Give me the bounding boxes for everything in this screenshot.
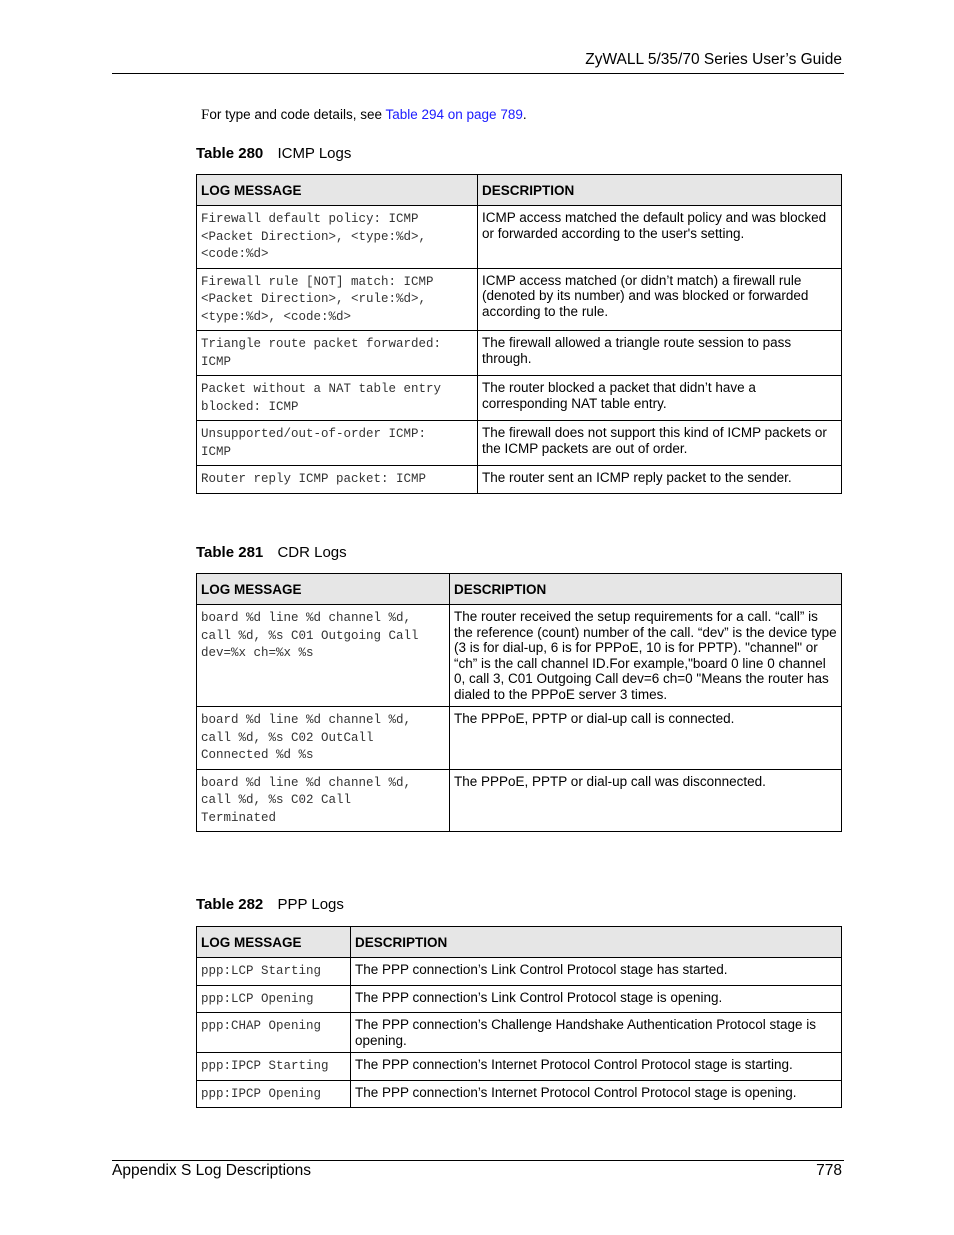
intro-text: or type and code details, see: [209, 107, 386, 122]
log-message-cell: ppp:LCP Starting: [197, 958, 351, 986]
description-cell: The PPP connection’s Link Control Protocol stage is opening.: [351, 985, 842, 1013]
table-294-link[interactable]: Table 294 on page 789: [385, 107, 523, 122]
table-title: CDR Logs: [277, 544, 347, 561]
table-number: Table 280: [196, 145, 264, 162]
ppp-logs-table: [196, 926, 842, 1108]
table-row: [197, 985, 842, 1013]
log-message-cell: ppp:IPCP Starting: [197, 1053, 351, 1081]
table-row: [197, 958, 842, 986]
table-row: [197, 466, 842, 494]
description-cell: ICMP access matched (or didn’t match) a firewall rule (denoted by its number) and was blocked or forwarded according to the rule.: [478, 268, 842, 331]
table-282-caption: [196, 896, 344, 913]
log-message-cell: Triangle route packet forwarded: ICMP: [197, 331, 478, 376]
table-row: [197, 421, 842, 466]
table-number: Table 281: [196, 544, 264, 561]
table-row: [197, 331, 842, 376]
description-cell: The PPP connection’s Internet Protocol Control Protocol stage is starting.: [351, 1053, 842, 1081]
column-header-description: DESCRIPTION: [478, 175, 842, 206]
description-cell: ICMP access matched the default policy and was blocked or forwarded according to the user's setting.: [478, 206, 842, 269]
table-row: [197, 1080, 842, 1108]
description-cell: The PPPoE, PPTP or dial-up call was disconnected.: [450, 769, 842, 832]
table-280-caption: [196, 145, 351, 162]
log-message-cell: ppp:LCP Opening: [197, 985, 351, 1013]
table-row: [197, 707, 842, 770]
intro-suffix: .: [522, 107, 527, 122]
table-row: [197, 605, 842, 707]
description-cell: The router blocked a packet that didn’t have a corresponding NAT table entry.: [478, 376, 842, 421]
table-row: [197, 1053, 842, 1081]
table-row: [197, 1013, 842, 1053]
log-message-cell: ppp:IPCP Opening: [197, 1080, 351, 1108]
footer-rule: [112, 1160, 844, 1161]
header-rule: [112, 73, 844, 74]
table-281-caption: [196, 544, 347, 561]
log-message-cell: ppp:CHAP Opening: [197, 1013, 351, 1053]
table-row: [197, 268, 842, 331]
log-message-cell: board %d line %d channel %d, call %d, %s C02 Call Terminated: [197, 769, 450, 832]
table-title: PPP Logs: [277, 896, 344, 913]
page-number: 778: [816, 1162, 842, 1179]
log-message-cell: Firewall default policy: ICMP <Packet Direction>, <type:%d>, <code:%d>: [197, 206, 478, 269]
table-number: Table 282: [196, 896, 264, 913]
log-message-cell: board %d line %d channel %d, call %d, %s C02 OutCall Connected %d %s: [197, 707, 450, 770]
column-header-log-message: LOG MESSAGE: [197, 574, 450, 605]
log-message-cell: Router reply ICMP packet: ICMP: [197, 466, 478, 494]
column-header-log-message: LOG MESSAGE: [197, 927, 351, 958]
log-message-cell: Firewall rule [NOT] match: ICMP <Packet Direction>, <rule:%d>, <type:%d>, <code:%d>: [197, 268, 478, 331]
description-cell: The router sent an ICMP reply packet to the sender.: [478, 466, 842, 494]
log-message-cell: Unsupported/out-of-order ICMP: ICMP: [197, 421, 478, 466]
table-row: [197, 769, 842, 832]
column-header-description: DESCRIPTION: [351, 927, 842, 958]
intro-initial: F: [201, 107, 210, 123]
description-cell: The PPP connection’s Internet Protocol Control Protocol stage is opening.: [351, 1080, 842, 1108]
description-cell: The firewall allowed a triangle route session to pass through.: [478, 331, 842, 376]
table-title: ICMP Logs: [277, 145, 352, 162]
cdr-logs-table: [196, 573, 842, 832]
log-message-cell: Packet without a NAT table entry blocked: ICMP: [197, 376, 478, 421]
header-title: ZyWALL 5/35/70 Series User’s Guide: [585, 51, 842, 68]
description-cell: The PPP connection’s Challenge Handshake Authentication Protocol stage is opening.: [351, 1013, 842, 1053]
description-cell: The router received the setup requirements for a call. “call” is the reference (count) number of the call. “dev” is the device type (3 is for dial-up, 6 is for PPPoE, 10 is for PPTP). "channel" or “ch” is the call channel ID.For example,"board 0 line 0 channel 0, call 3, C01 Outgoing Call dev=6 ch=0 "Means the router has dialed to the PPPoE server 3 times.: [450, 605, 842, 707]
description-cell: The PPPoE, PPTP or dial-up call is connected.: [450, 707, 842, 770]
table-row: [197, 376, 842, 421]
column-header-log-message: LOG MESSAGE: [197, 175, 478, 206]
intro-paragraph: [201, 107, 527, 124]
footer-section-title: Appendix S Log Descriptions: [112, 1162, 312, 1179]
column-header-description: DESCRIPTION: [450, 574, 842, 605]
table-row: [197, 206, 842, 269]
icmp-logs-table: [196, 174, 842, 494]
description-cell: The PPP connection’s Link Control Protocol stage has started.: [351, 958, 842, 986]
log-message-cell: board %d line %d channel %d, call %d, %s C01 Outgoing Call dev=%x ch=%x %s: [197, 605, 450, 707]
description-cell: The firewall does not support this kind of ICMP packets or the ICMP packets are out of order.: [478, 421, 842, 466]
